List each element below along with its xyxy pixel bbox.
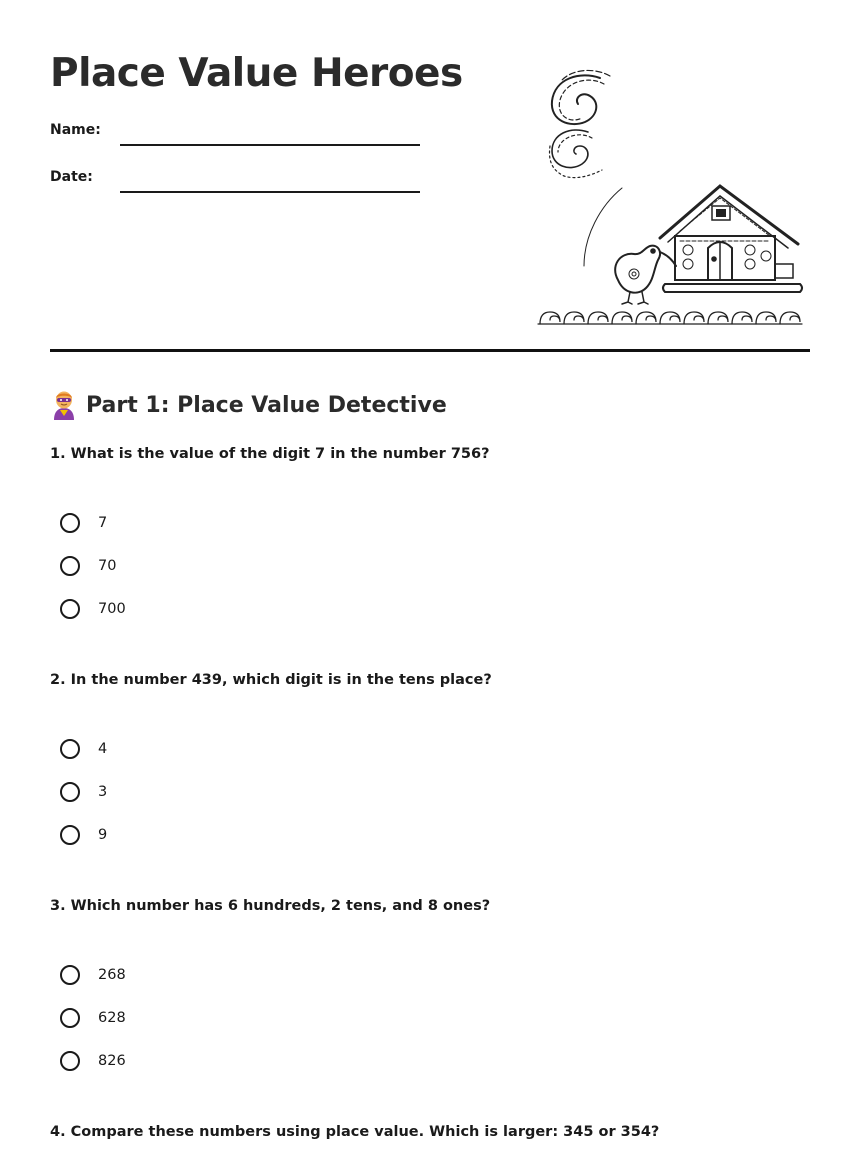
date-field [50, 165, 430, 195]
radio-button[interactable] [60, 825, 80, 845]
question-text: 2. In the number 439, which digit is in the tens place? [50, 672, 492, 688]
date-line[interactable] [120, 191, 420, 193]
question-1 [50, 444, 810, 617]
answer-option[interactable] [60, 1005, 126, 1031]
radio-button[interactable] [60, 1051, 80, 1071]
wave-border-icon [538, 312, 802, 324]
radio-button[interactable] [60, 965, 80, 985]
koru-swirl-icon [550, 70, 622, 266]
answer-option[interactable] [60, 510, 107, 536]
wharenui-kiwi-illustration [530, 66, 810, 332]
answer-option[interactable] [60, 822, 107, 848]
radio-button[interactable] [60, 739, 80, 759]
section-title: Part 1: Place Value Detective [86, 392, 447, 418]
worksheet-title: Place Value Heroes [50, 51, 463, 96]
option-label: 4 [98, 741, 108, 757]
superhero-icon [50, 390, 78, 420]
name-line[interactable] [120, 144, 420, 146]
option-label: 826 [98, 1053, 126, 1069]
question-text: 3. Which number has 6 hundreds, 2 tens, and 8 ones? [50, 898, 491, 914]
section-divider [50, 349, 810, 352]
section-heading [50, 388, 447, 422]
option-label: 628 [98, 1010, 126, 1026]
answer-option[interactable] [60, 962, 126, 988]
question-3 [50, 896, 810, 1069]
option-label: 700 [98, 601, 126, 617]
radio-button[interactable] [60, 599, 80, 619]
answer-option[interactable] [60, 596, 126, 622]
question-text: 1. What is the value of the digit 7 in the number 756? [50, 446, 490, 462]
answer-option[interactable] [60, 553, 116, 579]
date-label: Date: [50, 169, 93, 185]
name-field [50, 118, 430, 148]
radio-button[interactable] [60, 556, 80, 576]
option-label: 9 [98, 827, 108, 843]
answer-option[interactable] [60, 736, 107, 762]
name-label: Name: [50, 122, 101, 138]
kiwi-bird-icon [615, 246, 676, 304]
question-4 [50, 1122, 810, 1142]
radio-button[interactable] [60, 1008, 80, 1028]
option-label: 3 [98, 784, 108, 800]
option-label: 70 [98, 558, 117, 574]
house-icon [660, 186, 802, 292]
answer-option[interactable] [60, 1048, 126, 1074]
option-label: 7 [98, 515, 108, 531]
answer-option[interactable] [60, 779, 107, 805]
question-text: 4. Compare these numbers using place value. Which is larger: 345 or 354? [50, 1124, 660, 1140]
radio-button[interactable] [60, 513, 80, 533]
question-2 [50, 670, 810, 843]
option-label: 268 [98, 967, 126, 983]
radio-button[interactable] [60, 782, 80, 802]
